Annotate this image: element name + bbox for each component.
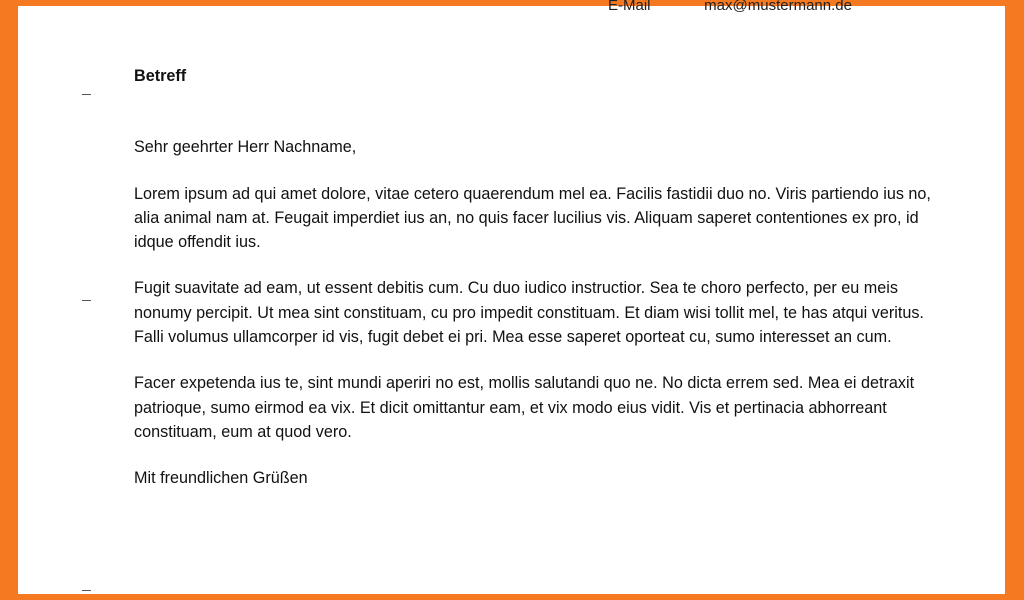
- paragraph-2: Fugit suavitate ad eam, ut essent debitis cum. Cu duo iudico instructior. Sea te choro perfecto, per eu meis nonumy percipit. Ut mea sint constituam, cu pro impedit constituam. Et diam wisi tollit mel, te has atqui veritus. Falli volumus ullamcorper id vis, fugit debet ei pri. Mea esse saperet oporteat cu, sumo interesset an cum.: [134, 279, 924, 347]
- fold-mark-top: [82, 94, 91, 95]
- salutation: Sehr geehrter Herr Nachname,: [134, 138, 357, 157]
- paragraph-3: Facer expetenda ius te, sint mundi aperiri no est, mollis salutandi quo ne. No dicta errem sed. Mea ei detraxit patrioque, sumo eirmod ea vix. Et dicit omittantur eam, et vix modo eius vidit. Vis et pertinacia abhorreant constituam, eum at quod vero.: [134, 374, 915, 441]
- paragraph-1: Lorem ipsum ad qui amet dolore, vitae cetero quaerendum mel ea. Facilis fastidii duo no. Viris partiendo ius no, alia animal nam at. Feugait imperdiet ius an, no quis facer lucilius vis. Aliquam saperet contentiones ex pro, id idque offendit ius.: [134, 184, 931, 252]
- closing-line: Mit freundlichen Grüßen: [134, 469, 308, 488]
- letter-body: [134, 64, 934, 491]
- letter-page: [18, 0, 1005, 594]
- email-label: E-Mail: [608, 0, 651, 14]
- fold-mark-bottom: [82, 590, 91, 591]
- subject-line: Betreff: [134, 67, 187, 85]
- email-value: max@mustermann.de: [704, 0, 852, 14]
- fold-mark-middle: [82, 300, 91, 301]
- sender-email-line: [608, 0, 852, 14]
